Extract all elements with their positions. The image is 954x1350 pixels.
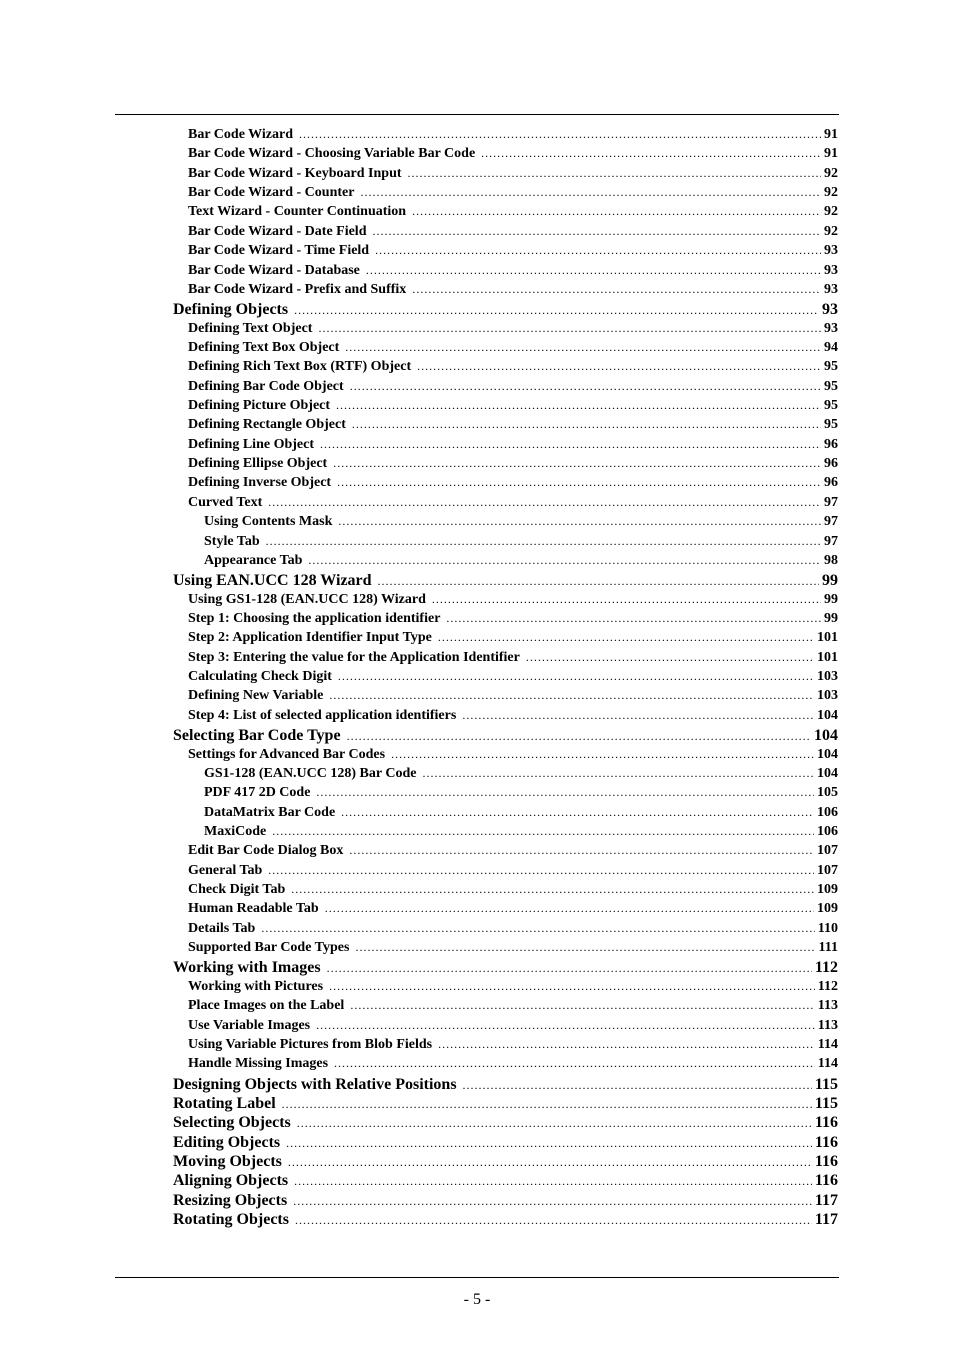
toc-entry-page: 96 xyxy=(824,436,838,452)
toc-entry-title: Step 3: Entering the value for the Application Identifier xyxy=(188,649,520,665)
toc-dot-leader xyxy=(391,747,814,762)
toc-dot-leader xyxy=(297,1116,812,1131)
toc-entry[interactable] xyxy=(173,1114,838,1132)
toc-dot-leader xyxy=(341,805,814,820)
toc-dot-leader xyxy=(261,921,814,936)
toc-dot-leader xyxy=(378,574,819,589)
toc-entry-title: Details Tab xyxy=(188,920,256,936)
toc-dot-leader xyxy=(355,940,815,955)
page-number: - 5 - xyxy=(463,1291,491,1308)
toc-entry[interactable] xyxy=(173,1095,838,1113)
toc-entry[interactable] xyxy=(173,1172,838,1190)
toc-entry[interactable] xyxy=(188,437,838,453)
toc-entry-page: 114 xyxy=(817,1036,838,1052)
toc-entry-title: Defining Inverse Object xyxy=(188,475,332,491)
toc-entry-page: 93 xyxy=(824,320,838,336)
toc-dot-leader xyxy=(299,127,821,142)
toc-dot-leader xyxy=(338,669,814,684)
toc-dot-leader xyxy=(338,514,821,529)
toc-entry-title: Selecting Objects xyxy=(173,1114,291,1132)
toc-entry-page: 96 xyxy=(824,456,838,472)
toc-entry-page: 112 xyxy=(814,959,838,977)
toc-entry-page: 92 xyxy=(824,204,838,220)
toc-dot-leader xyxy=(266,534,821,549)
toc-entry-page: 101 xyxy=(817,630,838,646)
toc-entry-page: 109 xyxy=(817,901,838,917)
toc-entry-title: Bar Code Wizard - Date Field xyxy=(188,223,367,239)
toc-entry[interactable] xyxy=(204,785,838,801)
toc-entry-title: Bar Code Wizard - Counter xyxy=(188,185,355,201)
toc-entry-page: 107 xyxy=(817,843,838,859)
toc-entry-title: Defining Text Box Object xyxy=(188,339,340,355)
toc-entry-title: Resizing Objects xyxy=(173,1191,288,1209)
toc-entry-title: Defining Rectangle Object xyxy=(188,417,346,433)
toc-entry-page: 97 xyxy=(824,533,838,549)
toc-dot-leader xyxy=(417,359,821,374)
toc-entry[interactable] xyxy=(188,263,838,279)
toc-entry[interactable] xyxy=(173,301,838,319)
toc-entry[interactable] xyxy=(188,185,838,201)
toc-dot-leader xyxy=(268,495,821,510)
toc-entry-page: 97 xyxy=(824,514,838,530)
toc-entry-title: Bar Code Wizard - Database xyxy=(188,262,360,278)
toc-dot-leader xyxy=(286,1136,812,1151)
toc-entry-page: 95 xyxy=(824,359,838,375)
toc-entry-page: 94 xyxy=(824,339,838,355)
toc-entry-title: Using EAN.UCC 128 Wizard xyxy=(173,572,372,590)
toc-dot-leader xyxy=(438,1037,815,1052)
toc-entry[interactable] xyxy=(188,921,838,937)
toc-dot-leader xyxy=(412,204,821,219)
toc-dot-leader xyxy=(345,340,821,355)
toc-entry-page: 116 xyxy=(814,1133,838,1151)
toc-entry-page: 99 xyxy=(824,611,838,626)
toc-entry-page: 116 xyxy=(814,1172,838,1190)
toc-entry-title: MaxiCode xyxy=(204,823,267,839)
toc-entry[interactable] xyxy=(188,379,838,395)
toc-entry[interactable] xyxy=(188,243,838,259)
toc-dot-leader xyxy=(294,1174,812,1189)
toc-entry[interactable] xyxy=(188,747,838,763)
toc-entry-title: Style Tab xyxy=(204,533,260,549)
toc-entry-title: Defining New Variable xyxy=(188,688,324,704)
toc-entry-page: 93 xyxy=(824,243,838,259)
toc-entry[interactable] xyxy=(188,282,838,298)
toc-dot-leader xyxy=(334,1056,815,1071)
toc-entry-title: GS1-128 (EAN.UCC 128) Bar Code xyxy=(204,765,417,781)
toc-entry-page: 97 xyxy=(824,494,838,510)
toc-entry-title: Step 1: Choosing the application identifier xyxy=(188,611,441,626)
toc-entry[interactable] xyxy=(188,340,838,356)
toc-entry-title: Using GS1-128 (EAN.UCC 128) Wizard xyxy=(188,591,426,607)
toc-entry-page: 93 xyxy=(824,281,838,297)
toc-entry-title: Calculating Check Digit xyxy=(188,669,332,685)
toc-entry-page: 112 xyxy=(817,978,838,994)
toc-entry[interactable] xyxy=(188,688,838,704)
toc-entry-title: Rotating Objects xyxy=(173,1211,289,1229)
toc-dot-leader xyxy=(446,611,821,626)
toc-dot-leader xyxy=(316,785,814,800)
toc-entry-page: 116 xyxy=(814,1153,838,1171)
toc-entry-title: DataMatrix Bar Code xyxy=(204,804,336,820)
toc-entry-page: 107 xyxy=(817,862,838,878)
toc-entry-page: 91 xyxy=(824,146,838,162)
toc-dot-leader xyxy=(526,650,814,665)
toc-entry[interactable] xyxy=(173,959,838,977)
toc-entry[interactable] xyxy=(188,708,838,724)
toc-entry[interactable] xyxy=(188,495,838,511)
toc-dot-leader xyxy=(463,1078,812,1093)
toc-entry-page: 93 xyxy=(822,301,838,319)
toc-entry-page: 106 xyxy=(817,823,838,839)
toc-entry-title: Defining Ellipse Object xyxy=(188,456,328,472)
toc-entry-page: 116 xyxy=(814,1114,838,1132)
toc-entry[interactable] xyxy=(188,650,838,666)
toc-entry[interactable] xyxy=(188,1056,838,1072)
toc-entry-title: Use Variable Images xyxy=(188,1017,311,1033)
toc-entry[interactable] xyxy=(188,166,838,182)
toc-dot-leader xyxy=(316,1018,815,1033)
toc-entry-page: 113 xyxy=(817,1017,838,1033)
toc-entry[interactable] xyxy=(204,553,838,569)
toc-entry-page: 117 xyxy=(814,1211,838,1229)
toc-entry[interactable] xyxy=(188,979,838,995)
toc-entry[interactable] xyxy=(173,727,838,745)
toc-entry[interactable] xyxy=(188,224,838,240)
toc-entry-title: Working with Pictures xyxy=(188,978,324,994)
toc-entry[interactable] xyxy=(188,398,838,414)
toc-entry[interactable] xyxy=(188,611,838,627)
toc-entry-page: 104 xyxy=(817,746,838,762)
toc-entry-title: Check Digit Tab xyxy=(188,882,286,898)
toc-dot-leader xyxy=(422,766,814,781)
toc-entry-page: 93 xyxy=(824,262,838,278)
toc-entry-page: 115 xyxy=(814,1095,838,1112)
toc-entry-title: Step 2: Application Identifier Input Type xyxy=(188,630,432,646)
toc-dot-leader xyxy=(438,630,814,645)
toc-dot-leader xyxy=(350,998,814,1013)
toc-dot-leader xyxy=(329,688,814,703)
toc-dot-leader xyxy=(291,882,814,897)
toc-entry-title: Appearance Tab xyxy=(204,552,303,568)
toc-entry[interactable] xyxy=(188,863,838,879)
toc-entry-title: Bar Code Wizard - Choosing Variable Bar Code xyxy=(188,146,476,162)
toc-entry-title: Step 4: List of selected application identifiers xyxy=(188,707,457,723)
toc-entry[interactable] xyxy=(204,514,838,530)
toc-entry-title: Bar Code Wizard - Keyboard Input xyxy=(188,165,402,181)
toc-dot-leader xyxy=(350,379,821,394)
toc-entry[interactable] xyxy=(188,204,838,220)
toc-entry-page: 91 xyxy=(824,127,838,142)
toc-dot-leader xyxy=(293,1194,812,1209)
toc-entry-page: 104 xyxy=(817,765,838,781)
toc-dot-leader xyxy=(360,185,821,200)
toc-dot-leader xyxy=(373,224,822,239)
footer-rule xyxy=(115,1277,839,1278)
toc-entry-title: Curved Text xyxy=(188,494,263,510)
toc-entry-page: 92 xyxy=(824,165,838,181)
toc-entry-title: Human Readable Tab xyxy=(188,901,319,917)
toc-dot-leader xyxy=(336,398,821,413)
toc-entry-page: 113 xyxy=(817,998,838,1014)
toc-entry-page: 98 xyxy=(824,552,838,568)
toc-entry-title: Place Images on the Label xyxy=(188,998,345,1014)
toc-entry[interactable] xyxy=(188,1018,838,1034)
toc-entry-title: Defining Objects xyxy=(173,301,289,319)
toc-dot-leader xyxy=(308,553,821,568)
toc-entry-title: Using Contents Mask xyxy=(204,514,333,530)
toc-entry-page: 104 xyxy=(817,707,838,723)
toc-entry[interactable] xyxy=(188,882,838,898)
toc-dot-leader xyxy=(288,1155,812,1170)
toc-entry-title: Rotating Label xyxy=(173,1095,276,1112)
toc-entry-page: 109 xyxy=(817,882,838,898)
toc-dot-leader xyxy=(347,729,811,744)
toc-entry[interactable] xyxy=(204,805,838,821)
toc-entry-title: Defining Bar Code Object xyxy=(188,378,344,394)
toc-entry-title: Defining Line Object xyxy=(188,436,314,452)
toc-entry[interactable] xyxy=(188,843,838,859)
toc-dot-leader xyxy=(268,863,814,878)
toc-entry-page: 95 xyxy=(824,378,838,394)
toc-entry-title: Defining Picture Object xyxy=(188,398,331,414)
toc-entry-page: 114 xyxy=(817,1056,838,1072)
toc-entry[interactable] xyxy=(188,998,838,1014)
toc-entry[interactable] xyxy=(188,359,838,375)
toc-entry-title: Using Variable Pictures from Blob Fields xyxy=(188,1036,433,1052)
toc-entry[interactable] xyxy=(173,572,838,590)
toc-entry-page: 105 xyxy=(817,785,838,801)
toc-entry-page: 101 xyxy=(817,649,838,665)
toc-entry[interactable] xyxy=(204,534,838,550)
toc-dot-leader xyxy=(412,282,821,297)
toc-entry-title: Edit Bar Code Dialog Box xyxy=(188,843,344,859)
toc-entry[interactable] xyxy=(188,901,838,917)
toc-entry-title: Text Wizard - Counter Continuation xyxy=(188,204,407,220)
toc-entry-title: Editing Objects xyxy=(173,1133,281,1151)
toc-entry-page: 110 xyxy=(817,920,838,936)
toc-dot-leader xyxy=(481,146,821,161)
toc-entry[interactable] xyxy=(173,1211,838,1229)
toc-dot-leader xyxy=(408,166,821,181)
toc-entry-page: 92 xyxy=(824,223,838,239)
toc-dot-leader xyxy=(272,824,814,839)
toc-entry[interactable] xyxy=(188,1037,838,1053)
toc-entry[interactable] xyxy=(173,1192,838,1210)
toc-entry[interactable] xyxy=(204,824,838,840)
toc-entry-page: 99 xyxy=(822,572,838,590)
toc-entry[interactable] xyxy=(188,592,838,608)
toc-entry-title: Defining Text Object xyxy=(188,320,313,336)
toc-entry-title: Defining Rich Text Box (RTF) Object xyxy=(188,359,412,375)
toc-dot-leader xyxy=(375,243,821,258)
toc-entry-title: General Tab xyxy=(188,862,263,878)
toc-entry-title: Settings for Advanced Bar Codes xyxy=(188,746,386,762)
toc-entry[interactable] xyxy=(188,321,838,337)
toc-dot-leader xyxy=(432,592,821,607)
toc-entry[interactable] xyxy=(188,146,838,162)
toc-entry[interactable] xyxy=(188,456,838,472)
toc-entry-page: 103 xyxy=(817,688,838,704)
toc-dot-leader xyxy=(318,321,821,336)
toc-entry-page: 92 xyxy=(824,185,838,201)
toc-dot-leader xyxy=(366,263,821,278)
toc-entry-title: Bar Code Wizard - Time Field xyxy=(188,243,370,259)
toc-entry[interactable] xyxy=(204,766,838,782)
toc-entry-title: Working with Images xyxy=(173,959,321,977)
toc-entry-page: 95 xyxy=(824,417,838,433)
toc-entry[interactable] xyxy=(188,630,838,646)
toc-entry-page: 111 xyxy=(818,940,838,956)
toc-dot-leader xyxy=(349,843,814,858)
toc-entry-page: 104 xyxy=(814,727,838,745)
toc-entry[interactable] xyxy=(188,475,838,491)
toc-entry-title: Bar Code Wizard - Prefix and Suffix xyxy=(188,281,407,297)
toc-dot-leader xyxy=(325,901,814,916)
toc-dot-leader xyxy=(320,437,821,452)
toc-dot-leader xyxy=(352,417,821,432)
toc-dot-leader xyxy=(337,475,821,490)
toc-entry[interactable] xyxy=(188,417,838,433)
toc-dot-leader xyxy=(333,456,821,471)
toc-dot-leader xyxy=(462,708,814,723)
toc-entry-page: 103 xyxy=(817,669,838,685)
toc-entry-page: 95 xyxy=(824,398,838,414)
toc-dot-leader xyxy=(295,1213,812,1228)
toc-entry-page: 96 xyxy=(824,475,838,491)
toc-entry-title: Handle Missing Images xyxy=(188,1056,329,1072)
toc-entry-page: 117 xyxy=(814,1191,838,1209)
toc-entry-page: 115 xyxy=(814,1075,838,1093)
toc-dot-leader xyxy=(294,303,819,318)
toc-dot-leader xyxy=(329,979,815,994)
toc-entry-title: PDF 417 2D Code xyxy=(204,785,311,801)
toc-entry-title: Aligning Objects xyxy=(173,1172,289,1190)
header-rule xyxy=(115,114,839,115)
toc-entry-title: Moving Objects xyxy=(173,1153,282,1171)
toc-entry[interactable] xyxy=(173,1134,838,1152)
toc-entry[interactable] xyxy=(173,1153,838,1171)
toc-entry[interactable] xyxy=(188,127,838,143)
toc-dot-leader xyxy=(282,1097,812,1112)
toc-entry[interactable] xyxy=(173,1076,838,1094)
toc-entry[interactable] xyxy=(188,940,838,956)
toc-entry[interactable] xyxy=(188,669,838,685)
toc-entry-title: Designing Objects with Relative Positions xyxy=(173,1075,457,1093)
toc-entry-page: 99 xyxy=(824,591,838,607)
toc-entry-title: Selecting Bar Code Type xyxy=(173,727,341,745)
toc-entry-page: 106 xyxy=(817,804,838,820)
toc-entry-title: Bar Code Wizard xyxy=(188,127,294,142)
toc-dot-leader xyxy=(327,961,812,976)
toc-entry-title: Supported Bar Code Types xyxy=(188,940,350,956)
